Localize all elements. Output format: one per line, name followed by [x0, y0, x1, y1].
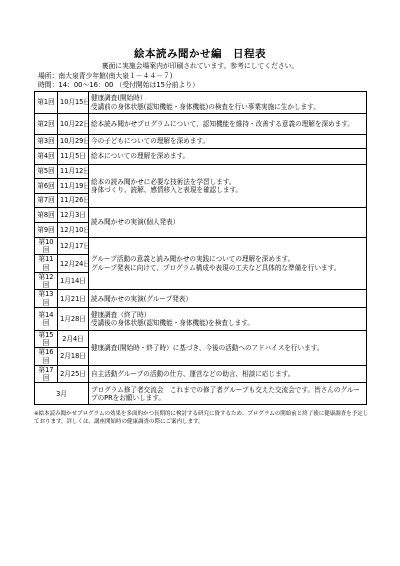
- session-content: 絵本読み聞かせプログラムについて、認知機能を維持・改善する意義の理解を深めます。: [89, 114, 367, 135]
- session-number: 第16回: [35, 348, 58, 365]
- session-date: 10月15日: [58, 92, 89, 114]
- session-number: 第6回: [35, 179, 58, 194]
- session-number: 第12回: [35, 272, 58, 289]
- session-date: 12月24日: [58, 255, 89, 272]
- session-date: 2月18日: [58, 348, 89, 365]
- session-number: 第4回: [35, 149, 58, 165]
- session-content: 読み聞かせの実演(グループ発表）: [89, 290, 367, 307]
- session-content: 健康調査(開始時） 受講前の身体状態(認知機能・身体機能)の検査を行い事業実施に生かします。: [89, 92, 367, 114]
- session-date: 12月10日: [58, 223, 89, 238]
- session-date: 11月5日: [58, 149, 89, 165]
- session-number: 第3回: [35, 135, 58, 149]
- session-content: 自主活動グループの活動の仕方、運営などの助言、相談に応じます。: [89, 365, 367, 382]
- session-content-merged: 読み聞かせの実演(個人発表）: [89, 208, 367, 238]
- session-number: 第14回: [35, 307, 58, 330]
- page-title: 絵本読み聞かせ編 日程表: [134, 48, 266, 60]
- session-number: 第10回: [35, 238, 58, 255]
- subtitle: 裏面に実施会場案内が印刷されています。参考にしてください。: [101, 62, 299, 70]
- table-row: [35, 92, 367, 114]
- session-number: 第8回: [35, 208, 58, 223]
- session-date: 2月25日: [58, 365, 89, 382]
- venue-line: 場所：南大泉青少年館(南大泉１－４４－７): [38, 72, 173, 80]
- session-number: 第17回: [35, 365, 58, 382]
- session-date: 12月17日: [58, 238, 89, 255]
- session-date: 12月3日: [58, 208, 89, 223]
- table-row: [35, 149, 367, 165]
- session-date: 11月19日: [58, 179, 89, 194]
- session-date: 11月12日: [58, 165, 89, 179]
- table-row: [35, 365, 367, 382]
- session-content: 絵本についての理解を深めます。: [89, 149, 367, 165]
- session-number: 第13回: [35, 290, 58, 307]
- session-date: 10月22日: [58, 114, 89, 135]
- session-number: 第5回: [35, 165, 58, 179]
- session-date: 1月14日: [58, 272, 89, 289]
- session-number: 第1回: [35, 92, 58, 114]
- session-date: 11月26日: [58, 194, 89, 208]
- session-number: 第15回: [35, 330, 58, 347]
- session-number: 第11回: [35, 255, 58, 272]
- session-date: 2月4日: [58, 330, 89, 347]
- table-row: [35, 290, 367, 307]
- table-row: [35, 165, 367, 179]
- session-number: 第2回: [35, 114, 58, 135]
- session-content-merged: グループ活動の意義と読み聞かせの実践についての理解を深めます。 グループ発表に向けて、プログラム構成や表現の工夫など具体的な準備を行います。: [89, 238, 367, 290]
- table-row: [35, 208, 367, 223]
- schedule-table: [34, 91, 367, 405]
- session-content: 健康調査（終了時） 受講後の身体状態(認知機能・身体機能)を検査します。: [89, 307, 367, 330]
- session-content: 今の子どもについての理解を深めます。: [89, 135, 367, 149]
- table-row: [35, 238, 367, 255]
- session-content-merged: 絵本の読み聞かせに必要な技術法を学習します。 身体づくり、読解、感情移入と表現を確認します。: [89, 165, 367, 208]
- table-row: [35, 135, 367, 149]
- table-row: [35, 114, 367, 135]
- session-content: プログラム修了者交流会 これまでの修了者グループも交えた交流会です。皆さんのグループのPRをお願いします。: [89, 383, 367, 405]
- exchange-month: 3月: [35, 383, 89, 405]
- time-line: 時間：14：00～16：00 （受付開始は15分前より）: [38, 81, 199, 89]
- session-date: 10月29日: [58, 135, 89, 149]
- session-number: 第7回: [35, 194, 58, 208]
- session-date: 1月28日: [58, 307, 89, 330]
- session-number: 第9回: [35, 223, 58, 238]
- table-row: [35, 307, 367, 330]
- session-date: 1月21日: [58, 290, 89, 307]
- table-row: [35, 330, 367, 347]
- table-row: [35, 383, 367, 405]
- footnote: ※絵本読み聞かせプログラムの効果を多面的かつ長期的に検討する研究に資するため、プログラムの開始前と終了後に健康調査を予定しております。詳しくは、講座開始時の健康調査の際にご案内します。: [34, 411, 369, 425]
- session-content-merged: 健康調査(開始時・終了時）に基づき、今後の活動へのアドバイスを行います。: [89, 330, 367, 365]
